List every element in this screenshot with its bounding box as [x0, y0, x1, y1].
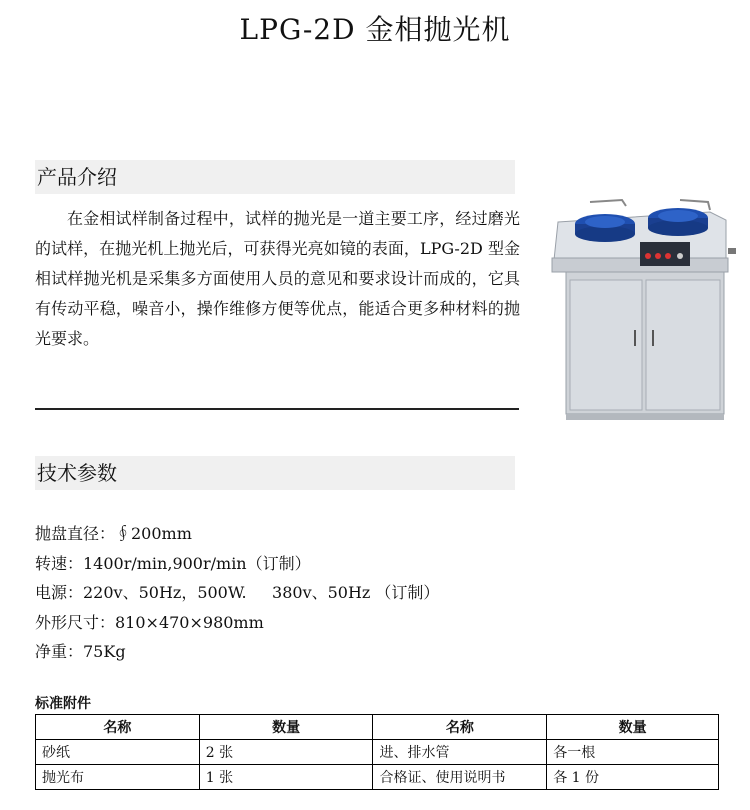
cell-qty: 各 1 份 [547, 765, 719, 790]
specs-heading-label: 技术参数 [37, 461, 117, 485]
specs-section-heading [35, 456, 515, 490]
spec-dimensions: 外形尺寸：810×470×980mm [35, 612, 264, 632]
cell-qty: 1 张 [199, 765, 373, 790]
page-title: LPG-2D 金相抛光机 [239, 13, 511, 46]
specs-list [35, 522, 439, 670]
header-qty: 数量 [199, 715, 373, 740]
spec-power: 电源：220v、50Hz，500W. 380v、50Hz （订制） [35, 583, 440, 602]
table-row [36, 740, 719, 765]
spec-net-weight: 净重：75Kg [35, 642, 126, 661]
spec-speed: 转速：1400r/min,900r/min（订制） [35, 553, 311, 573]
header-name: 名称 [36, 715, 200, 740]
cell-qty: 各一根 [547, 740, 719, 765]
accessories-table [35, 714, 719, 790]
intro-paragraph: 在金相试样制备过程中，试样的抛光是一道主要工序，经过磨光的试样，在抛光机上抛光后，可获得光亮如镜的表面，LPG-2D 型金相试样抛光机是采集多方面使用人员的意见和要求设计而成的，它具有传动平稳，噪音小，操作维修方便等优点，能适合更多种材料的抛光要求。 [35, 209, 520, 348]
intro-section-heading [35, 160, 515, 194]
cell-qty: 2 张 [199, 740, 373, 765]
table-row [36, 765, 719, 790]
polishing-machine-image [530, 180, 750, 430]
intro-heading-label: 产品介绍 [37, 165, 117, 189]
accessories-title: 标准附件 [35, 696, 91, 712]
cell-name: 进、排水管 [373, 740, 547, 765]
section-divider [35, 408, 519, 410]
header-qty: 数量 [547, 715, 719, 740]
table-header-row [36, 715, 719, 740]
cell-name: 砂纸 [36, 740, 200, 765]
cell-name: 抛光布 [36, 765, 200, 790]
header-name: 名称 [373, 715, 547, 740]
spec-disc-diameter: 抛盘直径：∮200mm [35, 524, 192, 543]
cell-name: 合格证、使用说明书 [373, 765, 547, 790]
